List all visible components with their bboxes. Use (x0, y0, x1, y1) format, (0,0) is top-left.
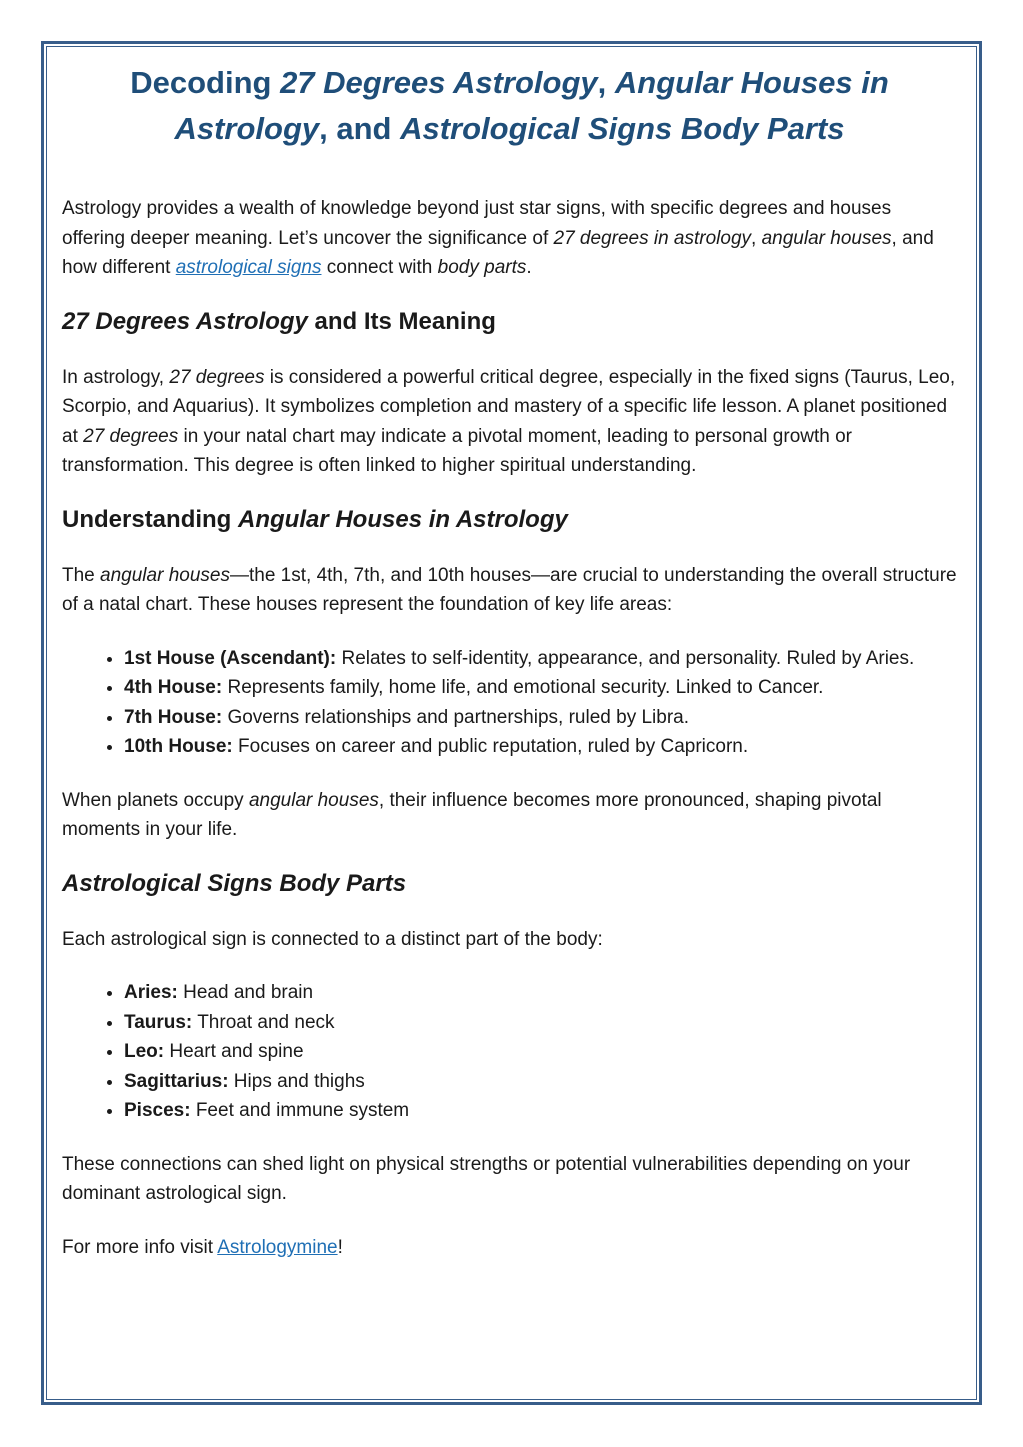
section-heading-27-degrees: 27 Degrees Astrology and Its Meaning (62, 307, 496, 335)
section-27-degrees-paragraph: In astrology, 27 degrees is considered a powerful critical degree, especially in the fixed signs (Taurus, Leo, Scorpio, and Aquarius). It symbolizes completion and mastery of a specific life lesson. A planet positioned at 27 degrees in your natal chart may indicate a pivotal moment, leading to personal growth or transformation. This degree is often linked to higher spiritual understanding. (62, 366, 956, 476)
page-title: Decoding 27 Degrees Astrology, Angular Houses in Astrology, and Astrological Signs Body Parts (130, 65, 889, 146)
list-item: • Taurus: Throat and neck (124, 1008, 957, 1038)
list-item: • 1st House (Ascendant): Relates to self-identity, appearance, and personality. Ruled by Aries. (124, 644, 957, 674)
list-item: • 7th House: Governs relationships and partnerships, ruled by Libra. (124, 703, 957, 733)
body-parts-list (62, 978, 957, 1126)
angular-houses-list (62, 644, 957, 762)
list-item: • 4th House: Represents family, home life, and emotional security. Linked to Cancer. (124, 673, 957, 703)
list-item: • Aries: Head and brain (124, 978, 957, 1008)
list-item: • Sagittarius: Hips and thighs (124, 1067, 957, 1097)
list-item: • 10th House: Focuses on career and public reputation, ruled by Capricorn. (124, 732, 957, 762)
section-heading-body-parts: Astrological Signs Body Parts (62, 869, 407, 897)
section-heading-angular-houses: Understanding Angular Houses in Astrology (62, 505, 568, 533)
angular-houses-closing-paragraph: When planets occupy angular houses, their influence becomes more pronounced, shaping pivotal moments in your life. (62, 789, 882, 840)
body-parts-intro-paragraph: Each astrological sign is connected to a distinct part of the body: (62, 928, 603, 950)
list-item: • Leo: Heart and spine (124, 1037, 957, 1067)
document-content (62, 60, 957, 1262)
list-item: • Pisces: Feet and immune system (124, 1096, 957, 1126)
astrologymine-link[interactable]: Astrologymine (217, 1236, 338, 1258)
intro-paragraph: Astrology provides a wealth of knowledge beyond just star signs, with specific degrees and houses offering deeper meaning. Let’s uncover the significance of 27 degrees in astrology, angular houses, and how different astrological signs connect with body parts. (62, 198, 934, 278)
angular-houses-intro-paragraph: The angular houses—the 1st, 4th, 7th, and 10th houses—are crucial to understanding the overall structure of a natal chart. These houses represent the foundation of key life areas: (62, 564, 957, 615)
footer-paragraph: For more info visit Astrologymine! (62, 1236, 343, 1258)
body-parts-closing-paragraph: These connections can shed light on physical strengths or potential vulnerabilities depending on your dominant astrological sign. (62, 1153, 911, 1204)
astrological-signs-link[interactable]: astrological signs (175, 257, 322, 278)
